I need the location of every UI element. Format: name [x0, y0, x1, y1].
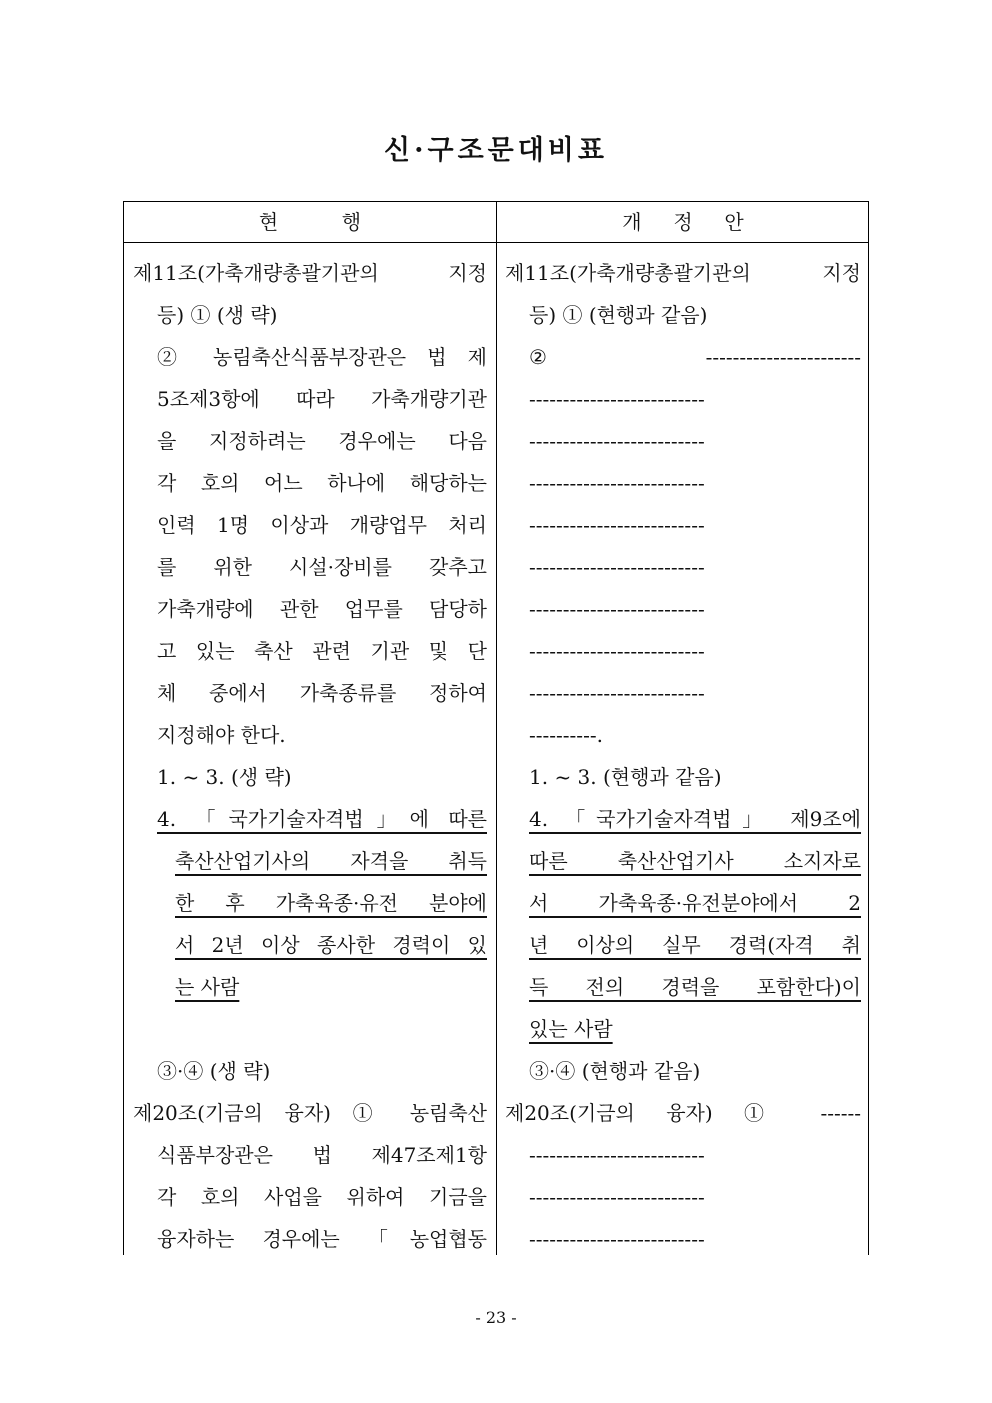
current-line-underlined: 한 후 가축육종·유전 분야에 [175, 891, 487, 915]
current-line: 각 호의 사업을 위하여 기금을 [157, 1185, 487, 1209]
current-line-underlined: 4. 「국가기술자격법」에 따른 [157, 807, 487, 831]
current-line: 제11조(가축개량총괄기관의 지정 [133, 261, 487, 285]
proposed-line: ③·④ (현행과 같음) [529, 1059, 701, 1083]
proposed-line: 1. ~ 3. (현행과 같음) [529, 765, 722, 789]
proposed-line: -------------------------- [529, 555, 705, 579]
current-line: 1. ~ 3. (생 략) [157, 765, 292, 789]
current-line: 식품부장관은 법 제47조제1항 [157, 1143, 487, 1167]
current-text-column [133, 252, 487, 1260]
proposed-line-underlined: 년 이상의 실무 경력(자격 취 [529, 933, 861, 957]
proposed-line: -------------------------- [529, 429, 705, 453]
current-line: 체 중에서 가축종류를 정하여 [157, 681, 487, 705]
proposed-line: 제20조(기금의 융자) ① ------ [505, 1101, 861, 1125]
current-line: 융자하는 경우에는 「농업협동 [157, 1227, 487, 1251]
current-line-underlined: 축산산업기사의 자격을 취득 [175, 849, 487, 873]
current-line: 를 위한 시설·장비를 갖추고 [157, 555, 487, 579]
current-line: ② 농림축산식품부장관은 법 제 [157, 345, 487, 369]
proposed-line: -------------------------- [529, 639, 705, 663]
current-line-underlined: 서 2년 이상 종사한 경력이 있 [175, 933, 487, 957]
proposed-line-underlined: 따른 축산산업기사 소지자로 [529, 849, 861, 873]
proposed-line: -------------------------- [529, 387, 705, 411]
comparison-table [123, 201, 869, 1255]
current-column-header: 현 행 [258, 210, 362, 234]
header-divider [124, 242, 868, 243]
current-line: 각 호의 어느 하나에 해당하는 [157, 471, 487, 495]
current-line: 지정해야 한다. [157, 723, 286, 747]
current-line: 5조제3항에 따라 가축개량기관 [157, 387, 487, 411]
proposed-line-underlined: 득 전의 경력을 포함한다)이 [529, 975, 861, 999]
proposed-line: -------------------------- [529, 1227, 705, 1251]
column-divider [496, 202, 497, 1255]
proposed-column-header: 개 정 안 [622, 210, 744, 234]
proposed-line-underlined: 서 가축육종·유전분야에서 2 [529, 891, 861, 915]
proposed-line: ----------. [529, 723, 603, 747]
proposed-line: -------------------------- [529, 681, 705, 705]
page-number: - 23 - [475, 1308, 517, 1327]
proposed-line: 등) ① (현행과 같음) [529, 303, 708, 327]
proposed-line: ② ----------------------- [529, 345, 861, 369]
proposed-text-column [505, 252, 861, 1260]
current-line: 고 있는 축산 관련 기관 및 단 [157, 639, 487, 663]
proposed-line: -------------------------- [529, 597, 705, 621]
proposed-line-underlined: 있는 사람 [529, 1017, 613, 1041]
current-line: 등) ① (생 략) [157, 303, 278, 327]
current-line-underlined: 는 사람 [175, 975, 240, 999]
current-line-blank [133, 1008, 487, 1050]
proposed-line-underlined: 4. 「국가기술자격법」 제9조에 [529, 807, 861, 831]
current-line: 가축개량에 관한 업무를 담당하 [157, 597, 487, 621]
proposed-line: -------------------------- [529, 471, 705, 495]
current-line: 제20조(기금의 융자) ① 농림축산 [133, 1101, 487, 1125]
current-line: 인력 1명 이상과 개량업무 처리 [157, 513, 487, 537]
proposed-line: -------------------------- [529, 513, 705, 537]
proposed-line: -------------------------- [529, 1185, 705, 1209]
document-title: 신·구조문대비표 [384, 135, 608, 166]
proposed-line: 제11조(가축개량총괄기관의 지정 [505, 261, 861, 285]
current-line: 을 지정하려는 경우에는 다음 [157, 429, 487, 453]
current-line: ③·④ (생 략) [157, 1059, 271, 1083]
proposed-line: -------------------------- [529, 1143, 705, 1167]
